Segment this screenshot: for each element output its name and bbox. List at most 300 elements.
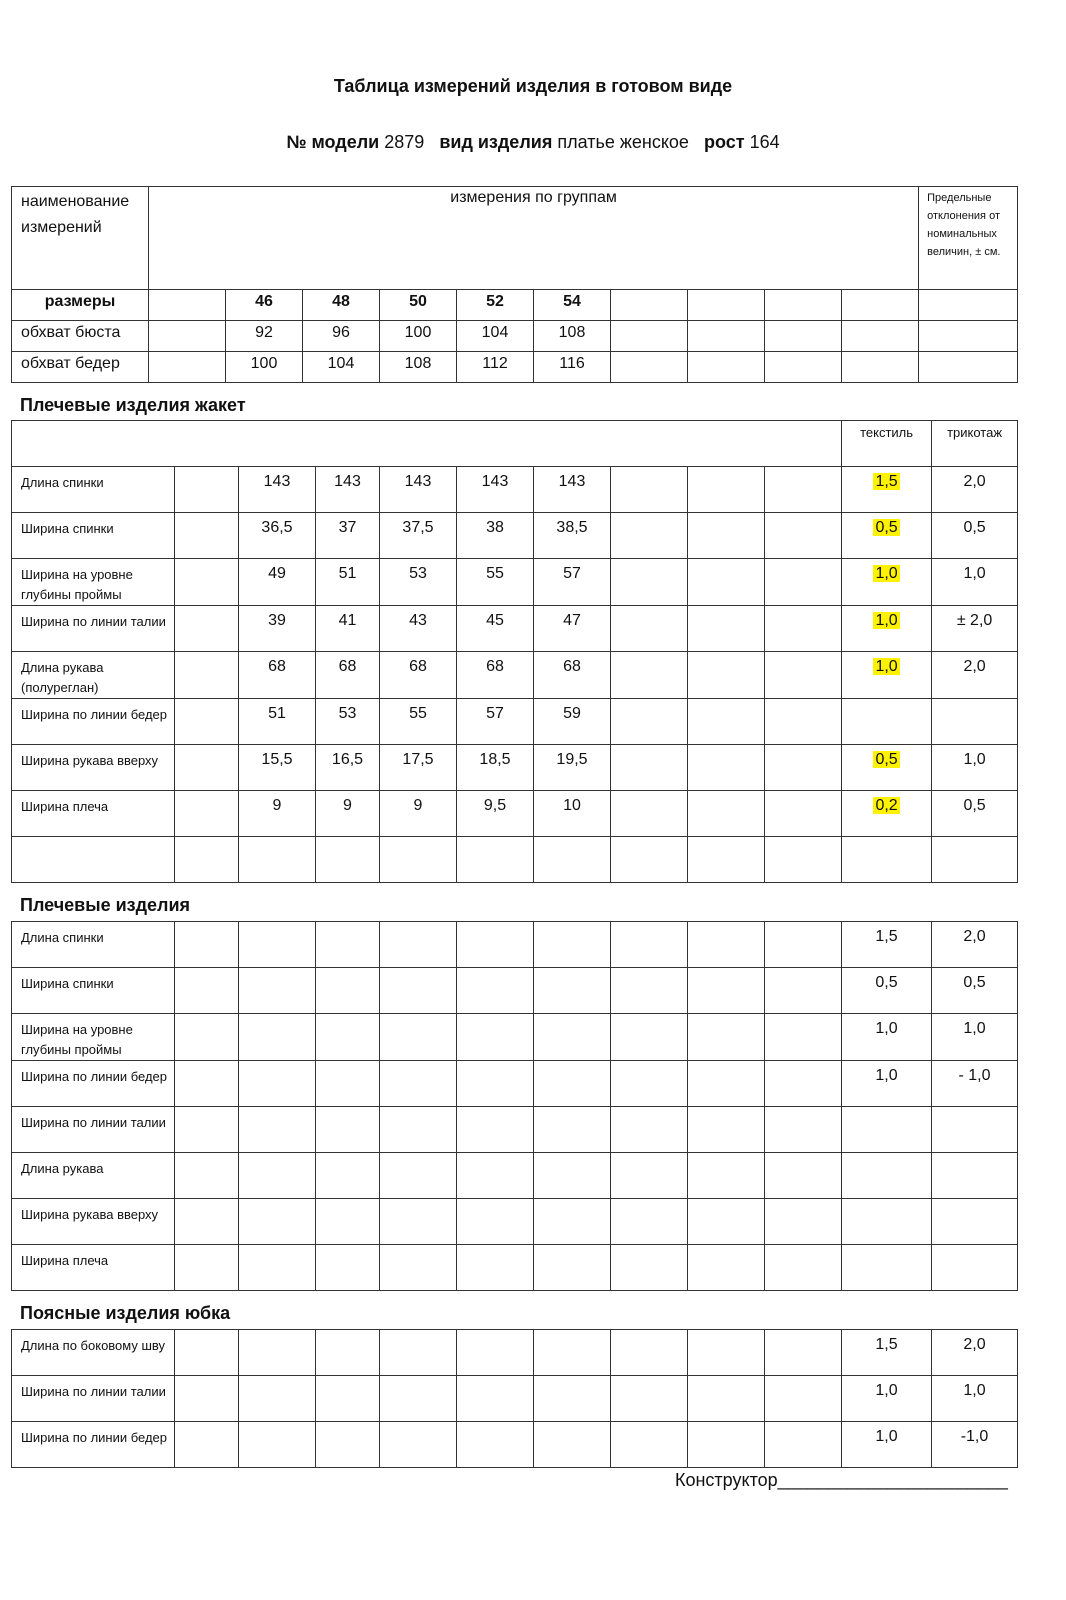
row-label: Ширина по линии бедер — [12, 1061, 175, 1107]
empty-cell — [765, 1014, 842, 1061]
value-cell — [534, 1061, 611, 1107]
empty-cell — [611, 745, 688, 791]
value-cell — [457, 1245, 534, 1291]
table-row — [12, 699, 1018, 745]
highlighted-value: 1,0 — [875, 565, 898, 582]
empty-cell — [611, 1199, 688, 1245]
value-cell — [239, 922, 316, 968]
knit-tolerance-cell: 2,0 — [932, 922, 1018, 968]
table-row — [12, 1199, 1018, 1245]
empty-cell — [688, 1061, 765, 1107]
value-cell — [380, 1061, 457, 1107]
textile-tolerance-cell: 1,5 — [842, 1330, 932, 1376]
value-cell: 68 — [457, 652, 534, 699]
empty-cell — [765, 513, 842, 559]
value-cell — [457, 1376, 534, 1422]
empty-cell — [688, 1014, 765, 1061]
row-label: Длина рукава — [12, 1153, 175, 1199]
row-label: Ширина по линии бедер — [12, 1422, 175, 1468]
textile-tolerance-cell — [842, 699, 932, 745]
value-cell — [380, 1014, 457, 1061]
value-cell: 38,5 — [534, 513, 611, 559]
table-row — [12, 1061, 1018, 1107]
value-cell — [239, 1014, 316, 1061]
size-cell: 54 — [534, 290, 611, 321]
empty-cell — [688, 652, 765, 699]
row-label: Ширина по линии бедер — [12, 699, 175, 745]
empty-cell — [611, 699, 688, 745]
size-cell: 52 — [457, 290, 534, 321]
empty-cell — [175, 1245, 239, 1291]
value-cell — [316, 1422, 380, 1468]
empty-cell — [688, 1245, 765, 1291]
value-cell: 37,5 — [380, 513, 457, 559]
empty-cell — [175, 652, 239, 699]
value-cell: 9 — [316, 791, 380, 837]
highlighted-value: 1,0 — [875, 658, 898, 675]
value-cell — [534, 1330, 611, 1376]
empty-cell — [688, 922, 765, 968]
knit-tolerance-cell: 1,0 — [932, 1376, 1018, 1422]
empty-cell — [175, 791, 239, 837]
value-cell: 108 — [380, 352, 457, 383]
value-cell — [534, 1107, 611, 1153]
value-cell — [316, 1014, 380, 1061]
empty-cell — [149, 321, 226, 352]
value-cell — [457, 922, 534, 968]
type-value: платье женское — [557, 132, 689, 152]
height-value: 164 — [749, 132, 780, 152]
value-cell — [316, 968, 380, 1014]
empty-cell — [688, 513, 765, 559]
empty-cell — [688, 745, 765, 791]
empty-cell — [611, 352, 688, 383]
value-cell: 100 — [226, 352, 303, 383]
document-title: Таблица измерений изделия в готовом виде — [333, 76, 733, 96]
textile-tolerance-cell — [842, 791, 932, 837]
value-cell — [534, 1376, 611, 1422]
knit-tolerance-cell: 2,0 — [932, 1330, 1018, 1376]
value-cell — [239, 1061, 316, 1107]
table-row — [12, 1422, 1018, 1468]
value-cell: 9 — [239, 791, 316, 837]
row-label: Длина по боковому шву — [12, 1330, 175, 1376]
value-cell: 43 — [380, 606, 457, 652]
empty-cell — [765, 699, 842, 745]
skirt-section-title: Поясные изделия юбка — [20, 1303, 231, 1323]
empty-cell — [175, 1376, 239, 1422]
table-row — [12, 1107, 1018, 1153]
empty-cell — [765, 321, 842, 352]
empty-cell — [175, 1107, 239, 1153]
knit-tolerance-cell — [932, 1199, 1018, 1245]
value-cell — [457, 1153, 534, 1199]
value-cell — [316, 1376, 380, 1422]
value-cell — [457, 968, 534, 1014]
jacket-table — [11, 420, 1018, 883]
table-row — [12, 1330, 1018, 1376]
table-row — [12, 559, 1018, 606]
value-cell — [457, 1107, 534, 1153]
row-label: Ширина по линии талии — [12, 1376, 175, 1422]
row-label: Длина спинки — [12, 467, 175, 513]
table-row — [12, 922, 1018, 968]
empty-cell — [149, 352, 226, 383]
value-cell — [534, 1422, 611, 1468]
value-cell — [239, 1199, 316, 1245]
empty-cell — [688, 837, 765, 883]
jacket-header-row — [12, 421, 1018, 467]
empty-cell — [765, 922, 842, 968]
value-cell: 55 — [380, 699, 457, 745]
table-row — [12, 745, 1018, 791]
model-info-line — [0, 132, 1066, 153]
empty-cell — [842, 321, 919, 352]
value-cell: 143 — [534, 467, 611, 513]
value-cell: 39 — [239, 606, 316, 652]
row-label: Ширина на уровне глубины проймы — [12, 1014, 175, 1061]
empty-cell — [611, 321, 688, 352]
empty-cell — [765, 791, 842, 837]
empty-cell — [688, 1107, 765, 1153]
empty-row — [12, 837, 1018, 883]
empty-cell — [175, 968, 239, 1014]
value-cell: 143 — [316, 467, 380, 513]
empty-cell — [765, 1107, 842, 1153]
empty-cell — [611, 1061, 688, 1107]
empty-cell — [175, 513, 239, 559]
textile-tolerance-cell — [842, 513, 932, 559]
empty-cell — [175, 1199, 239, 1245]
textile-tolerance-cell — [842, 652, 932, 699]
value-cell — [239, 1153, 316, 1199]
value-cell — [457, 1014, 534, 1061]
value-cell — [380, 1422, 457, 1468]
empty-cell — [175, 606, 239, 652]
empty-cell — [611, 791, 688, 837]
value-cell: 116 — [534, 352, 611, 383]
shoulder-section-title: Плечевые изделия — [20, 895, 191, 915]
value-cell — [239, 1107, 316, 1153]
col-textile: текстиль — [842, 421, 932, 467]
value-cell: 19,5 — [534, 745, 611, 791]
empty-cell — [688, 352, 765, 383]
sizes-row — [12, 290, 1018, 321]
table-row — [12, 513, 1018, 559]
empty-cell — [380, 837, 457, 883]
type-label: вид изделия — [439, 132, 553, 152]
empty-cell — [765, 559, 842, 606]
knit-tolerance-cell: 1,0 — [932, 559, 1018, 606]
empty-cell — [12, 421, 842, 467]
textile-tolerance-cell — [842, 1199, 932, 1245]
textile-tolerance-cell: 1,0 — [842, 1061, 932, 1107]
knit-tolerance-cell: 0,5 — [932, 791, 1018, 837]
table-row — [12, 652, 1018, 699]
empty-cell — [534, 837, 611, 883]
value-cell — [380, 1153, 457, 1199]
empty-cell — [611, 290, 688, 321]
value-cell: 51 — [239, 699, 316, 745]
value-cell: 100 — [380, 321, 457, 352]
textile-tolerance-cell — [842, 467, 932, 513]
empty-cell — [765, 968, 842, 1014]
jacket-section-title: Плечевые изделия жакет — [20, 395, 246, 415]
knit-tolerance-cell: -1,0 — [932, 1422, 1018, 1468]
textile-tolerance-cell: 0,5 — [842, 968, 932, 1014]
sizes-label: размеры — [12, 290, 149, 321]
value-cell — [380, 1376, 457, 1422]
knit-tolerance-cell — [932, 1245, 1018, 1291]
value-cell: 17,5 — [380, 745, 457, 791]
value-cell: 143 — [380, 467, 457, 513]
row-label: Ширина спинки — [12, 513, 175, 559]
value-cell — [534, 1199, 611, 1245]
row-label: Ширина плеча — [12, 1245, 175, 1291]
empty-cell — [175, 1153, 239, 1199]
tolerance-header: Предельные отклонения от номинальных величин, ± см. — [927, 192, 1001, 258]
empty-cell — [688, 467, 765, 513]
table-row — [12, 791, 1018, 837]
textile-tolerance-cell — [842, 1107, 932, 1153]
empty-cell — [316, 837, 380, 883]
empty-cell — [149, 290, 226, 321]
value-cell — [380, 1199, 457, 1245]
value-cell: 38 — [457, 513, 534, 559]
value-cell: 15,5 — [239, 745, 316, 791]
empty-cell — [765, 837, 842, 883]
value-cell — [534, 968, 611, 1014]
value-cell: 49 — [239, 559, 316, 606]
value-cell — [534, 1153, 611, 1199]
value-cell: 68 — [534, 652, 611, 699]
value-cell: 51 — [316, 559, 380, 606]
textile-tolerance-cell: 1,0 — [842, 1376, 932, 1422]
empty-cell — [765, 1376, 842, 1422]
value-cell — [316, 1245, 380, 1291]
value-cell: 143 — [239, 467, 316, 513]
value-cell: 36,5 — [239, 513, 316, 559]
empty-cell — [611, 837, 688, 883]
value-cell: 108 — [534, 321, 611, 352]
value-cell: 112 — [457, 352, 534, 383]
table-row — [12, 1153, 1018, 1199]
knit-tolerance-cell: ± 2,0 — [932, 606, 1018, 652]
textile-tolerance-cell — [842, 1153, 932, 1199]
empty-cell — [765, 745, 842, 791]
empty-cell — [688, 290, 765, 321]
empty-cell — [175, 1061, 239, 1107]
empty-cell — [175, 1422, 239, 1468]
value-cell: 104 — [457, 321, 534, 352]
knit-tolerance-cell — [932, 699, 1018, 745]
empty-cell — [239, 837, 316, 883]
empty-cell — [688, 1153, 765, 1199]
sizes-table — [11, 186, 1018, 383]
table-row — [12, 352, 1018, 383]
empty-cell — [688, 321, 765, 352]
value-cell — [239, 1376, 316, 1422]
size-cell: 50 — [380, 290, 457, 321]
value-cell: 37 — [316, 513, 380, 559]
groups-header: измерения по группам — [450, 189, 617, 206]
table-row — [12, 968, 1018, 1014]
value-cell — [534, 922, 611, 968]
row-label: обхват бедер — [12, 352, 149, 383]
textile-tolerance-cell: 1,5 — [842, 922, 932, 968]
value-cell — [380, 1330, 457, 1376]
value-cell — [457, 1199, 534, 1245]
value-cell — [316, 1153, 380, 1199]
empty-cell — [175, 922, 239, 968]
name-header: наименование измерений — [21, 193, 130, 236]
row-label: Ширина рукава вверху — [12, 745, 175, 791]
value-cell: 68 — [239, 652, 316, 699]
value-cell — [239, 1422, 316, 1468]
empty-cell — [688, 968, 765, 1014]
value-cell: 55 — [457, 559, 534, 606]
value-cell: 92 — [226, 321, 303, 352]
model-value: 2879 — [384, 132, 425, 152]
empty-cell — [765, 352, 842, 383]
knit-tolerance-cell: 2,0 — [932, 652, 1018, 699]
model-label: № модели — [286, 132, 380, 152]
empty-cell — [688, 699, 765, 745]
value-cell — [316, 1330, 380, 1376]
empty-cell — [688, 1199, 765, 1245]
col-knit: трикотаж — [932, 421, 1018, 467]
value-cell: 59 — [534, 699, 611, 745]
value-cell: 45 — [457, 606, 534, 652]
knit-tolerance-cell — [932, 1153, 1018, 1199]
empty-cell — [175, 559, 239, 606]
empty-cell — [842, 352, 919, 383]
value-cell: 9 — [380, 791, 457, 837]
value-cell — [380, 1107, 457, 1153]
textile-tolerance-cell: 1,0 — [842, 1014, 932, 1061]
value-cell: 53 — [380, 559, 457, 606]
highlighted-value: 1,5 — [875, 473, 898, 490]
value-cell — [239, 968, 316, 1014]
empty-cell — [688, 1422, 765, 1468]
empty-cell — [919, 290, 1018, 321]
value-cell — [239, 1245, 316, 1291]
value-cell: 143 — [457, 467, 534, 513]
empty-cell — [765, 467, 842, 513]
row-label: Ширина спинки — [12, 968, 175, 1014]
empty-cell — [688, 791, 765, 837]
empty-cell — [457, 837, 534, 883]
value-cell: 68 — [316, 652, 380, 699]
value-cell — [316, 1107, 380, 1153]
empty-cell — [765, 652, 842, 699]
empty-cell — [688, 1330, 765, 1376]
row-label: обхват бюста — [12, 321, 149, 352]
table-row — [12, 1376, 1018, 1422]
empty-cell — [611, 1422, 688, 1468]
empty-cell — [765, 1153, 842, 1199]
constructor-signature-line: Конструктор_______________________ — [675, 1470, 1008, 1490]
value-cell: 53 — [316, 699, 380, 745]
empty-cell — [765, 606, 842, 652]
value-cell — [534, 1245, 611, 1291]
empty-cell — [688, 1376, 765, 1422]
value-cell — [316, 922, 380, 968]
empty-cell — [12, 837, 175, 883]
table-row — [12, 606, 1018, 652]
empty-cell — [765, 1330, 842, 1376]
value-cell: 10 — [534, 791, 611, 837]
row-label: Длина рукава (полуреглан) — [12, 652, 175, 699]
empty-cell — [611, 1376, 688, 1422]
knit-tolerance-cell: 2,0 — [932, 467, 1018, 513]
textile-tolerance-cell — [842, 559, 932, 606]
value-cell — [316, 1199, 380, 1245]
highlighted-value: 1,0 — [875, 612, 898, 629]
row-label: Ширина по линии талии — [12, 606, 175, 652]
textile-tolerance-cell — [842, 606, 932, 652]
tolerance-header-cell — [919, 187, 1018, 290]
value-cell — [380, 922, 457, 968]
table-row — [12, 467, 1018, 513]
row-label: Длина спинки — [12, 922, 175, 968]
empty-cell — [611, 513, 688, 559]
value-cell: 9,5 — [457, 791, 534, 837]
skirt-table — [11, 1329, 1018, 1468]
knit-tolerance-cell: 1,0 — [932, 1014, 1018, 1061]
empty-cell — [611, 968, 688, 1014]
empty-cell — [175, 1014, 239, 1061]
empty-cell — [611, 652, 688, 699]
textile-tolerance-cell — [842, 1245, 932, 1291]
textile-tolerance-cell — [842, 745, 932, 791]
knit-tolerance-cell: - 1,0 — [932, 1061, 1018, 1107]
empty-cell — [611, 1107, 688, 1153]
empty-cell — [765, 1061, 842, 1107]
value-cell: 41 — [316, 606, 380, 652]
value-cell — [457, 1422, 534, 1468]
groups-header-cell — [149, 187, 919, 290]
empty-cell — [611, 559, 688, 606]
knit-tolerance-cell — [932, 1107, 1018, 1153]
value-cell: 57 — [457, 699, 534, 745]
value-cell: 104 — [303, 352, 380, 383]
empty-cell — [765, 1245, 842, 1291]
value-cell — [534, 1014, 611, 1061]
empty-cell — [611, 1245, 688, 1291]
empty-cell — [611, 1330, 688, 1376]
value-cell: 96 — [303, 321, 380, 352]
value-cell — [457, 1061, 534, 1107]
empty-cell — [932, 837, 1018, 883]
value-cell: 47 — [534, 606, 611, 652]
empty-cell — [175, 1330, 239, 1376]
highlighted-value: 0,5 — [875, 751, 898, 768]
value-cell — [316, 1061, 380, 1107]
name-header-cell — [12, 187, 149, 290]
value-cell — [380, 968, 457, 1014]
row-label: Ширина на уровне глубины проймы — [12, 559, 175, 606]
value-cell — [380, 1245, 457, 1291]
empty-cell — [611, 467, 688, 513]
empty-cell — [919, 352, 1018, 383]
row-label: Ширина плеча — [12, 791, 175, 837]
table-row — [12, 321, 1018, 352]
value-cell: 57 — [534, 559, 611, 606]
empty-cell — [611, 1014, 688, 1061]
empty-cell — [175, 837, 239, 883]
empty-cell — [842, 837, 932, 883]
